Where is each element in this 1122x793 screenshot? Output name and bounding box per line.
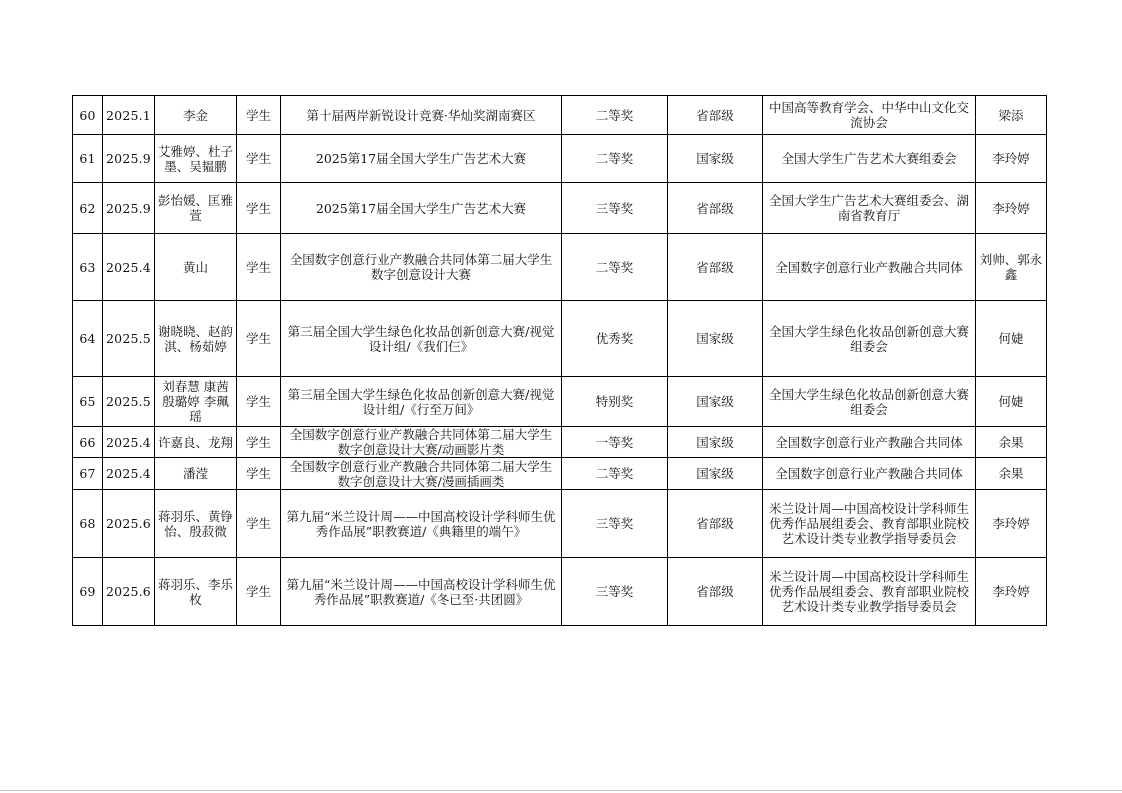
instructor: 何婕	[976, 377, 1047, 427]
award-date: 2025.9	[103, 135, 155, 183]
row-number: 67	[73, 458, 103, 490]
participant-type: 学生	[237, 427, 281, 458]
instructor: 李玲婷	[976, 490, 1047, 558]
student-names: 潘滢	[155, 458, 237, 490]
participant-type: 学生	[237, 490, 281, 558]
organizer: 全国大学生绿色化妆品创新创意大赛组委会	[763, 301, 976, 377]
student-names: 谢晓晓、赵韵淇、杨茹婷	[155, 301, 237, 377]
student-names: 黄山	[155, 234, 237, 301]
award-grade: 二等奖	[562, 234, 668, 301]
instructor: 余果	[976, 458, 1047, 490]
page-bottom-divider	[0, 790, 1122, 791]
competition-name: 第十届两岸新锐设计竞赛·华灿奖湖南赛区	[281, 96, 562, 135]
award-level: 省部级	[668, 234, 763, 301]
award-grade: 三等奖	[562, 183, 668, 234]
competition-name: 第九届“米兰设计周——中国高校设计学科师生优秀作品展”职教赛道/《冬已至·共团圆》	[281, 558, 562, 626]
competition-name: 第九届“米兰设计周——中国高校设计学科师生优秀作品展”职教赛道/《典籍里的端午》	[281, 490, 562, 558]
row-number: 62	[73, 183, 103, 234]
competition-name: 全国数字创意行业产教融合共同体第二届大学生数字创意设计大赛/漫画插画类	[281, 458, 562, 490]
award-level: 国家级	[668, 135, 763, 183]
participant-type: 学生	[237, 377, 281, 427]
award-date: 2025.5	[103, 377, 155, 427]
organizer: 全国数字创意行业产教融合共同体	[763, 427, 976, 458]
participant-type: 学生	[237, 183, 281, 234]
table-row	[73, 490, 1047, 558]
award-grade: 一等奖	[562, 427, 668, 458]
instructor: 余果	[976, 427, 1047, 458]
table-row	[73, 96, 1047, 135]
award-level: 国家级	[668, 427, 763, 458]
awards-table	[72, 95, 1047, 626]
row-number: 65	[73, 377, 103, 427]
award-date: 2025.6	[103, 558, 155, 626]
award-date: 2025.1	[103, 96, 155, 135]
organizer: 全国数字创意行业产教融合共同体	[763, 458, 976, 490]
award-grade: 二等奖	[562, 96, 668, 135]
participant-type: 学生	[237, 458, 281, 490]
student-names: 彭怡媛、匡雅萱	[155, 183, 237, 234]
student-names: 蒋羽乐、黄铮怡、殷菽微	[155, 490, 237, 558]
competition-name: 第三届全国大学生绿色化妆品创新创意大赛/视觉设计组/《行至万间》	[281, 377, 562, 427]
table-row	[73, 558, 1047, 626]
award-level: 省部级	[668, 183, 763, 234]
award-grade: 三等奖	[562, 490, 668, 558]
award-grade: 三等奖	[562, 558, 668, 626]
award-date: 2025.6	[103, 490, 155, 558]
organizer: 米兰设计周—中国高校设计学科师生优秀作品展组委会、教育部职业院校艺术设计类专业教学指导委员会	[763, 490, 976, 558]
award-date: 2025.4	[103, 234, 155, 301]
table-row	[73, 427, 1047, 458]
student-names: 刘春慧 康茜 殷璐婷 李珮瑶	[155, 377, 237, 427]
award-grade: 优秀奖	[562, 301, 668, 377]
instructor: 何婕	[976, 301, 1047, 377]
organizer: 全国数字创意行业产教融合共同体	[763, 234, 976, 301]
row-number: 63	[73, 234, 103, 301]
instructor: 刘帅、郭永鑫	[976, 234, 1047, 301]
row-number: 64	[73, 301, 103, 377]
award-level: 省部级	[668, 490, 763, 558]
table-row	[73, 301, 1047, 377]
row-number: 61	[73, 135, 103, 183]
competition-name: 第三届全国大学生绿色化妆品创新创意大赛/视觉设计组/《我们仨》	[281, 301, 562, 377]
competition-name: 全国数字创意行业产教融合共同体第二届大学生数字创意设计大赛/动画影片类	[281, 427, 562, 458]
award-grade: 特别奖	[562, 377, 668, 427]
award-grade: 二等奖	[562, 458, 668, 490]
table-row	[73, 377, 1047, 427]
table-row	[73, 234, 1047, 301]
row-number: 68	[73, 490, 103, 558]
table-row	[73, 135, 1047, 183]
participant-type: 学生	[237, 234, 281, 301]
student-names: 李金	[155, 96, 237, 135]
row-number: 66	[73, 427, 103, 458]
award-level: 国家级	[668, 458, 763, 490]
competition-name: 2025第17届全国大学生广告艺术大赛	[281, 135, 562, 183]
award-date: 2025.4	[103, 427, 155, 458]
table-row	[73, 458, 1047, 490]
competition-name: 2025第17届全国大学生广告艺术大赛	[281, 183, 562, 234]
organizer: 全国大学生广告艺术大赛组委会	[763, 135, 976, 183]
student-names: 艾雅婷、杜子墨、吴韫鹏	[155, 135, 237, 183]
award-level: 国家级	[668, 301, 763, 377]
student-names: 许嘉良、龙翔	[155, 427, 237, 458]
table-row	[73, 183, 1047, 234]
award-date: 2025.4	[103, 458, 155, 490]
organizer: 中国高等教育学会、中华中山文化交流协会	[763, 96, 976, 135]
participant-type: 学生	[237, 301, 281, 377]
award-date: 2025.5	[103, 301, 155, 377]
participant-type: 学生	[237, 558, 281, 626]
instructor: 梁添	[976, 96, 1047, 135]
competition-name: 全国数字创意行业产教融合共同体第二届大学生数字创意设计大赛	[281, 234, 562, 301]
participant-type: 学生	[237, 135, 281, 183]
award-grade: 二等奖	[562, 135, 668, 183]
award-level: 省部级	[668, 558, 763, 626]
award-level: 国家级	[668, 377, 763, 427]
award-level: 省部级	[668, 96, 763, 135]
participant-type: 学生	[237, 96, 281, 135]
organizer: 全国大学生绿色化妆品创新创意大赛组委会	[763, 377, 976, 427]
organizer: 米兰设计周—中国高校设计学科师生优秀作品展组委会、教育部职业院校艺术设计类专业教学指导委员会	[763, 558, 976, 626]
instructor: 李玲婷	[976, 135, 1047, 183]
organizer: 全国大学生广告艺术大赛组委会、湖南省教育厅	[763, 183, 976, 234]
instructor: 李玲婷	[976, 183, 1047, 234]
award-date: 2025.9	[103, 183, 155, 234]
student-names: 蒋羽乐、李乐枚	[155, 558, 237, 626]
instructor: 李玲婷	[976, 558, 1047, 626]
awards-table-body	[73, 96, 1047, 626]
row-number: 60	[73, 96, 103, 135]
row-number: 69	[73, 558, 103, 626]
